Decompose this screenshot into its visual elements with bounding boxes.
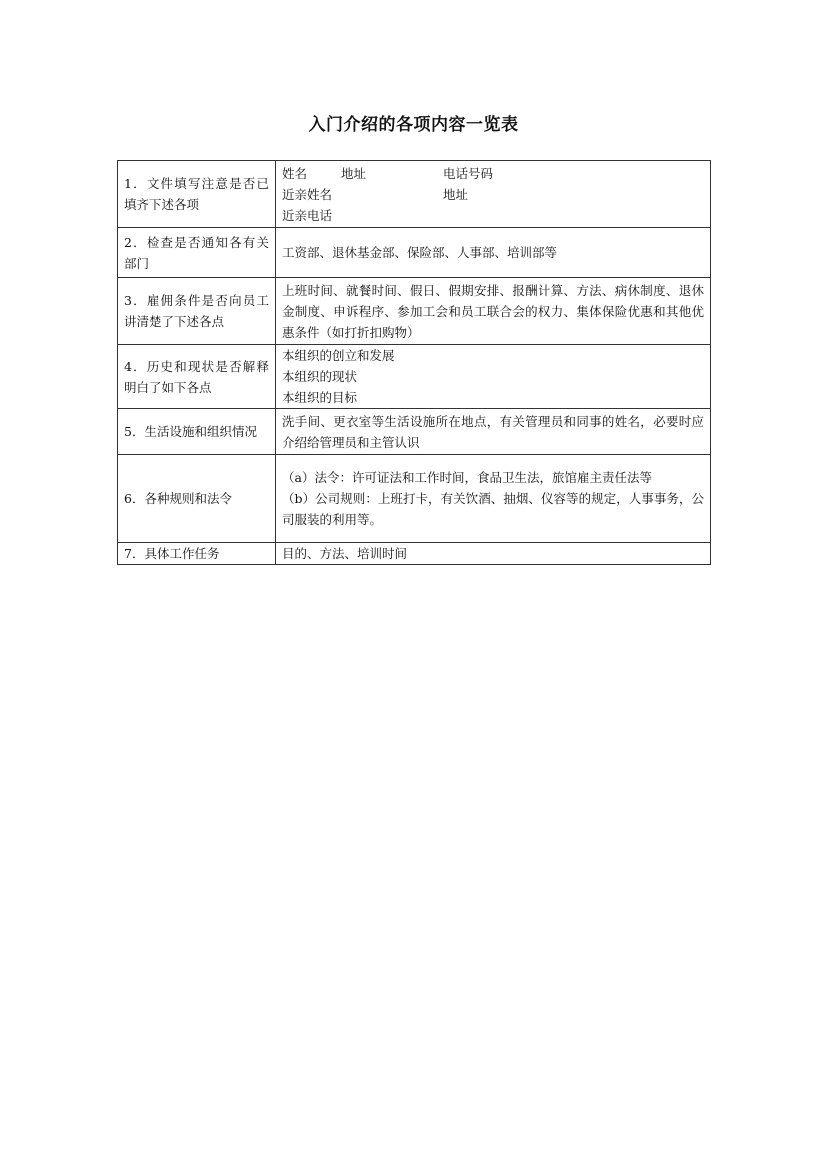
item-cell: 6．各种规则和法令 [118,455,276,543]
details-cell: 洗手间、更衣室等生活设施所在地点，有关管理员和同事的姓名，必要时应介绍给管理员和主管认识 [276,409,711,455]
details-line: 本组织的创立和发展 [282,348,395,363]
details-line [282,163,704,184]
details-cell: 上班时间、就餐时间、假日、假期安排、报酬计算、方法、病休制度、退休金制度、申诉程序、参加工会和员工联合会的权力、集体保险优惠和其他优惠条件（如打折扣购物） [276,278,711,345]
table-row [118,543,711,565]
details-line: 本组织的目标 [282,390,358,405]
details-line: 本组织的现状 [282,369,358,384]
details-cell: 工资部、退休基金部、保险部、人事部、培训部等 [276,228,711,278]
item-cell: 7．具体工作任务 [118,543,276,565]
details-line [282,184,704,205]
details-line: （b）公司规则：上班打卡，有关饮酒、抽烟、仪容等的规定，人事事务，公司服装的利用等。 [282,491,704,527]
item-cell: 1．文件填写注意是否已填齐下述各项 [118,161,276,228]
item-cell: 5．生活设施和组织情况 [118,409,276,455]
field-label: 近亲电话 [282,207,333,223]
field-label: 近亲姓名 [282,186,333,202]
orientation-items-table [117,160,711,565]
details-cell [276,345,711,409]
item-cell: 4．历史和现状是否解释明白了如下各点 [118,345,276,409]
item-cell: 3．雇佣条件是否向员工讲清楚了下述各点 [118,278,276,345]
field-label [341,184,443,205]
details-cell [276,161,711,228]
table-row [118,228,711,278]
details-cell [276,455,711,543]
details-line: （a）法令：许可证法和工作时间，食品卫生法，旅馆雇主责任法等 [282,470,652,485]
field-label: 地址 [443,186,469,202]
field-label: 电话号码 [443,165,494,181]
page-title: 入门介绍的各项内容一览表 [308,115,519,135]
table-row [118,455,711,543]
table-row [118,409,711,455]
table-row [118,345,711,409]
details-cell: 目的、方法、培训时间 [276,543,711,565]
field-label: 姓名 [282,165,308,181]
table-row [118,161,711,228]
item-cell: 2．检查是否通知各有关部门 [118,228,276,278]
field-label: 地址 [341,165,367,181]
table-row [118,278,711,345]
